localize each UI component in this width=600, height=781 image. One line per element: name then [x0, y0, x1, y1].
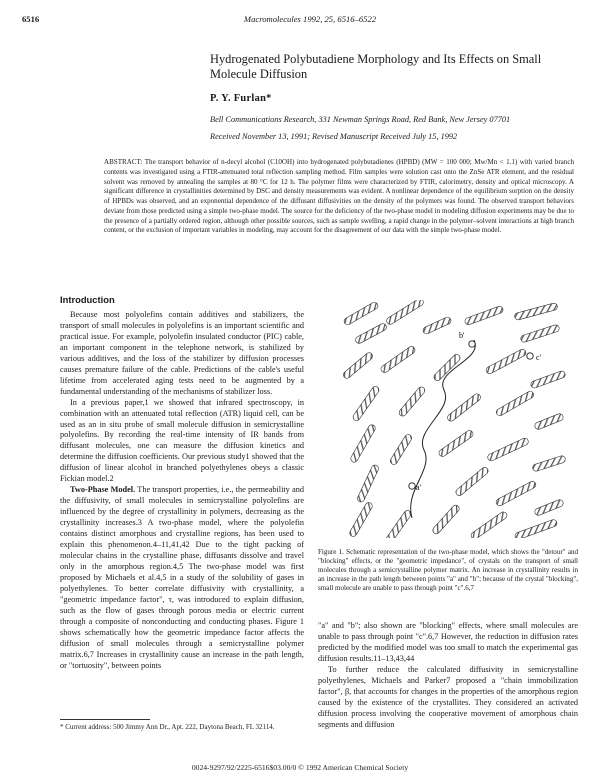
- figure-1-schematic: [334, 300, 568, 538]
- crystal-lamella: [470, 511, 508, 538]
- crystal-lamella: [431, 504, 460, 535]
- crystal-lamella: [384, 509, 413, 538]
- received-dates: Received November 13, 1991; Revised Manuscript Received July 15, 1992: [210, 132, 458, 141]
- crystal-lamella: [342, 351, 374, 380]
- crystal-lamella: [380, 345, 417, 374]
- paragraph: To further reduce the calculated diffusivity in semicrystalline polyethylenes, Michaels and Parker7 proposed a "chain immobilization factor", β, that accounts for changes in the properties of the amorphous region caused by the existence of the crystallites. They considered an activated diffusion process involving the cooperative movement of amorphous chain segments and diffusion: [318, 664, 578, 729]
- crystal-lamella: [343, 301, 379, 326]
- crystal-lamella: [530, 370, 566, 389]
- article-title: Hydrogenated Polybutadiene Morphology and Its Effects on Small Molecule Diffusion: [210, 52, 542, 81]
- crystal-lamella: [495, 390, 535, 417]
- affiliation-block: [210, 114, 580, 143]
- label-b: b': [459, 331, 465, 340]
- author: P. Y. Furlan*: [210, 93, 272, 104]
- crystal-lamella: [422, 316, 452, 335]
- affiliation: Bell Communications Research, 331 Newman Springs Road, Red Bank, New Jersey 07701: [210, 115, 511, 124]
- crystal-lamella: [398, 385, 427, 417]
- crystal-lamella: [348, 501, 373, 537]
- crystal-lamella: [534, 499, 564, 517]
- label-c: c': [536, 353, 541, 362]
- crystal-lamella: [354, 322, 387, 344]
- crystal-lamella: [352, 385, 381, 422]
- journal-citation: Macromolecules 1992, 25, 6516–6522: [243, 14, 377, 24]
- crystal-lamella: [534, 413, 564, 431]
- crystal-lamella: [438, 429, 475, 458]
- paragraph: Because most polyolefins contain additives and stabilizers, the transport of small molecules in polyolefins is an important scientific and practical issue. For example, polyolefin insulated conductor (PIC) cable, an important component in the telephone network, is stabilized by various additives, and the loss of the stabilizer by diffusion processes causes premature failure of the cable. Predictions of the cable's useful lifetime from accelerated aging tests need to be augmented by a fundamental understanding of the mechanisms of stabilizer loss.: [60, 310, 304, 396]
- right-column: [318, 621, 578, 731]
- crystal-lamella: [349, 424, 376, 464]
- footnote-rule: [60, 719, 150, 720]
- crystal-lamella: [514, 519, 558, 538]
- abstract: ABSTRACT: The transport behavior of n-decyl alcohol (C10OH) into hydrogenated polybutadienes (HPBD) (MW = 100 000; Mw/Mn < 1.1) with varied branch contents was investigated using a FTIR-attenuated total reflection sampling method. Film samples were solution cast onto the ZnSe ATR element, and the residual solvent was removed by annealing the samples at 80 °C for 12 h. The polymer films were characterized by FTIR, calorimetry, density and optical microscopy. A significant difference in crystallinities determined by DSC and density measurements was evident. A nonlinear dependence of the equilibrium sorption on the density of HPBDs was observed, and an exponential dependence of the diffusant diffusivities on the density of the polymers was found. The observed transport behaviors deviate from those predicted using a simple two-phase model. The source for the deficiency of the two-phase model in modeling diffusion experiments may be due to the presence of a partially ordered region, although other possible sources, such as sample swelling, a rapid change in the polymer–solvent interactions at high branch content, or the exclusion of important variables in modeling, may account for the disagreement of our data with the simple two-phase model.: [104, 158, 574, 235]
- footer-copyright: 0024-9297/92/2225-6516$03.00/0 © 1992 American Chemical Society: [191, 763, 409, 772]
- crystal-lamella: [385, 300, 424, 326]
- crystal-lamella: [433, 353, 462, 382]
- crystal-lamellae: [342, 300, 566, 538]
- crystal-lamella: [520, 324, 560, 343]
- paragraph: In a previous paper,1 we showed that infrared spectroscopy, in combination with an attenuated total reflection (ATR) liquid cell, can be used as an in situ probe of small molecule diffusion in semicrystalline polyolefins. By recording the real-time intensity of IR bands from diffusant molecules, one can measure the diffusion kinetics and determine the diffusion coefficients. Our previous study1 showed that the diffusion of linear alcohol in branched polyethylenes obeys a classic Fickian model.2: [60, 397, 304, 484]
- point-c-marker: [527, 353, 533, 359]
- crystal-lamella: [495, 480, 537, 507]
- crystal-lamella: [356, 464, 379, 503]
- page-number: 6516: [22, 14, 40, 24]
- left-column: [60, 310, 304, 671]
- crystal-lamella: [454, 466, 489, 497]
- label-a: a': [416, 483, 421, 492]
- section-heading-introduction: Introduction: [60, 294, 115, 305]
- subsection-heading: Two-Phase Model.: [70, 485, 136, 495]
- paragraph: "a" and "b"; also shown are "blocking" effects, where small molecules are unable to pass through point "c".6,7 However, the reduction in diffusion rates predicted by the modified model was too small to match the experimental gas diffusion results.11–13,43,44: [318, 621, 578, 663]
- paragraph: [60, 485, 304, 671]
- figure-1-caption: Figure 1. Schematic representation of the two-phase model, which shows the "detour" and "blocking" effects, or the "geometric impedance", of crystals on the transport of small molecules through a semicrystalline polymer matrix. An increase in crystallinity results in an increase in the path length between points "a" and "b"; because of the crystal "blocking", small molecule are unable to pass through point "c".6,7: [318, 548, 578, 592]
- crystal-lamella: [485, 348, 527, 375]
- crystal-lamella: [514, 302, 558, 320]
- point-a-marker: [409, 483, 415, 489]
- footnote: * Current address: 500 Jimmy Ann Dr., Apt. 222, Daytona Beach, FL 32114.: [60, 723, 275, 731]
- crystal-lamella: [464, 305, 504, 325]
- paragraph-text: The transport properties, i.e., the permeability and the diffusivity, of small molecules in semicrystalline polyolefins are influenced by the degree of crystallinity in polymers, decreasing as the crystallinity increases.3 A two-phase model, where the polyolefin contains distinct amorphous and crystalline regions, has been used to explain this phenomenon.4–11,41,42 Due to the tight packing of molecular chains in the crystalline phase, diffusants dissolve and travel only in the amorphous region.4,5 The two-phase model was first proposed by Michaels et al.4,5 in a study of the solubility of gases in polyethylenes. To better correlate diffusivity with crystallinity, a "geometric impedance factor", τ, was introduced to explain diffusion, such as the flow of gases through porous media or electric current through a composite of nonconducting and conducting phases. Figure 1 shows schematically how the geometric impedance factor affects the diffusion of small molecules through a semicrystalline polymer matrix.6,7 Increases in crystallinity cause an increase in the path length, or "tortuosity", between points: [60, 485, 304, 670]
- crystal-lamella: [446, 392, 482, 422]
- crystal-lamella: [389, 433, 413, 466]
- crystal-lamella: [487, 437, 530, 462]
- crystal-lamella: [532, 455, 566, 472]
- point-b-marker: [469, 341, 475, 347]
